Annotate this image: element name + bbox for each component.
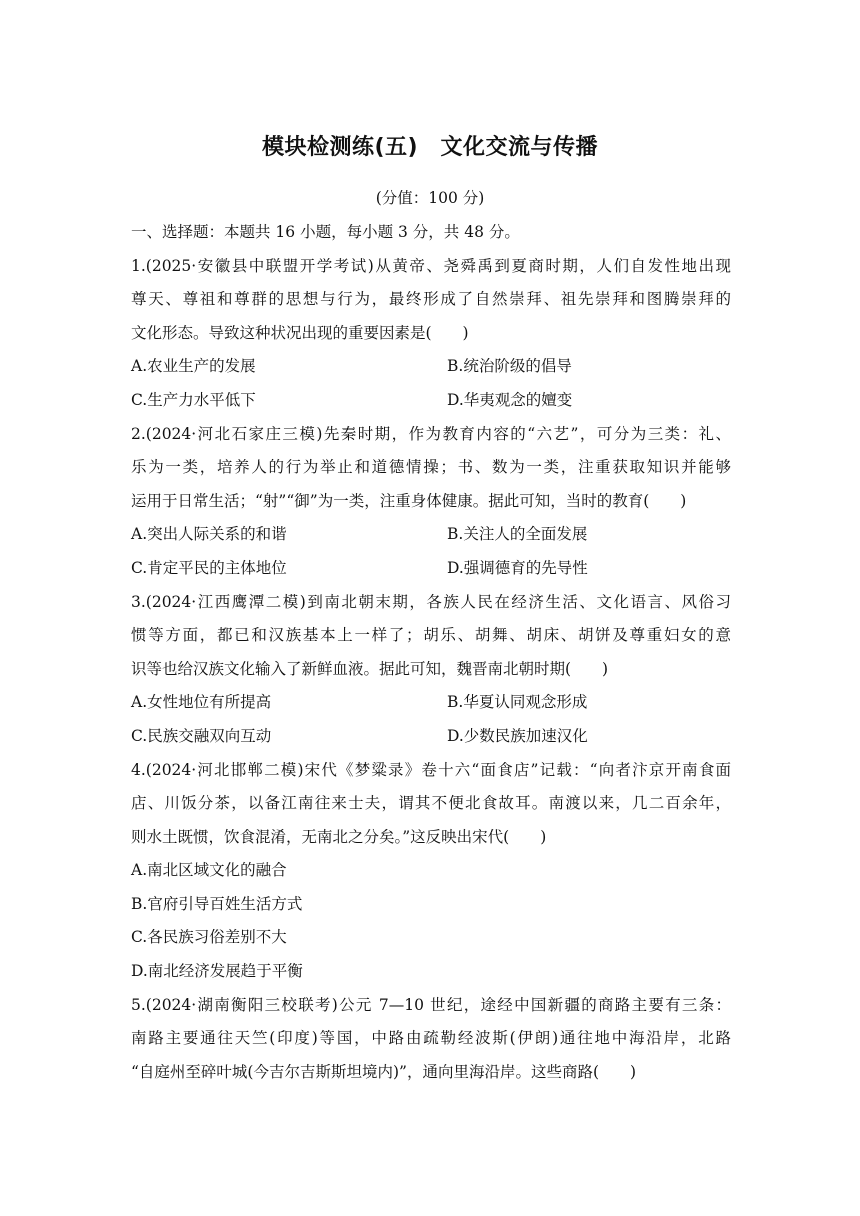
question-line: 运用于日常生活；“射”“御”为一类，注重身体健康。据此可知，当时的教育( ) bbox=[131, 491, 687, 510]
option-a[interactable]: A.农业生产的发展 bbox=[131, 357, 256, 376]
question-3 bbox=[131, 586, 731, 754]
question-line: 5.(2024·湖南衡阳三校联考)公元 7—10 世纪，途经中国新疆的商路主要有三条： bbox=[131, 995, 731, 1014]
option-row bbox=[131, 350, 731, 384]
option-c[interactable]: C.各民族习俗差别不大 bbox=[131, 928, 287, 947]
option-d[interactable]: D.强调德育的先导性 bbox=[447, 558, 588, 577]
option-d[interactable]: D.少数民族加速汉化 bbox=[447, 726, 588, 745]
page-title: 模块检测练(五) 文化交流与传播 bbox=[261, 135, 599, 160]
question-line: 2.(2024·河北石家庄三模)先秦时期，作为教育内容的“六艺”，可分为三类：礼、 bbox=[131, 424, 731, 443]
option-d[interactable]: D.华夷观念的嬗变 bbox=[447, 390, 573, 409]
option-d[interactable]: D.南北经济发展趋于平衡 bbox=[131, 962, 303, 981]
question-line: 识等也给汉族文化输入了新鲜血液。据此可知，魏晋南北朝时期( ) bbox=[131, 659, 609, 678]
option-a[interactable]: A.女性地位有所提高 bbox=[131, 693, 272, 712]
question-2 bbox=[131, 418, 731, 586]
option-row bbox=[131, 720, 731, 754]
option-b[interactable]: B.关注人的全面发展 bbox=[447, 525, 588, 544]
question-line: 尊天、尊祖和尊群的思想与行为，最终形成了自然崇拜、祖先崇拜和图腾崇拜的 bbox=[131, 290, 731, 309]
option-row bbox=[131, 686, 731, 720]
question-line: 3.(2024·江西鹰潭二模)到南北朝末期，各族人民在经济生活、文化语言、风俗习 bbox=[131, 592, 731, 611]
option-c[interactable]: C.民族交融双向互动 bbox=[131, 726, 272, 745]
option-c[interactable]: C.肯定平民的主体地位 bbox=[131, 558, 287, 577]
question-line: 惯等方面，都已和汉族基本上一样了；胡乐、胡舞、胡床、胡饼及尊重妇女的意 bbox=[131, 626, 731, 645]
question-line: 4.(2024·河北邯郸二模)宋代《梦粱录》卷十六“面食店”记载：“向者汴京开南食面 bbox=[131, 760, 731, 779]
question-5 bbox=[131, 989, 731, 1090]
score-note: (分值：100 分) bbox=[375, 189, 485, 207]
question-line: 1.(2025·安徽县中联盟开学考试)从黄帝、尧舜禹到夏商时期，人们自发性地出现 bbox=[131, 256, 731, 275]
option-a[interactable]: A.南北区域文化的融合 bbox=[131, 861, 287, 880]
option-a[interactable]: A.突出人际关系的和谐 bbox=[131, 525, 287, 544]
question-4 bbox=[131, 754, 731, 989]
question-line: 店、川饭分茶，以备江南往来士夫，谓其不便北食故耳。南渡以来，几二百余年， bbox=[131, 794, 731, 813]
question-line: 则水土既惯，饮食混淆，无南北之分矣。”这反映出宋代( ) bbox=[131, 827, 547, 846]
option-row bbox=[131, 518, 731, 552]
question-body bbox=[131, 216, 731, 1089]
question-1 bbox=[131, 250, 731, 418]
question-line: 南路主要通往天竺(印度)等国，中路由疏勒经波斯(伊朗)通往地中海沿岸，北路 bbox=[131, 1029, 731, 1048]
question-line: “自庭州至碎叶城(今吉尔吉斯斯坦境内)”，通向里海沿岸。这些商路( ) bbox=[131, 1062, 637, 1081]
option-row bbox=[131, 384, 731, 418]
section-heading: 一、选择题：本题共 16 小题，每小题 3 分，共 48 分。 bbox=[131, 223, 520, 241]
option-c[interactable]: C.生产力水平低下 bbox=[131, 390, 256, 409]
question-line: 乐为一类，培养人的行为举止和道德情操；书、数为一类，注重获取知识并能够 bbox=[131, 458, 731, 477]
option-b[interactable]: B.官府引导百姓生活方式 bbox=[131, 894, 303, 913]
question-line: 文化形态。导致这种状况出现的重要因素是( ) bbox=[131, 323, 469, 342]
option-b[interactable]: B.统治阶级的倡导 bbox=[447, 357, 572, 376]
option-row bbox=[131, 552, 731, 586]
option-b[interactable]: B.华夏认同观念形成 bbox=[447, 693, 588, 712]
